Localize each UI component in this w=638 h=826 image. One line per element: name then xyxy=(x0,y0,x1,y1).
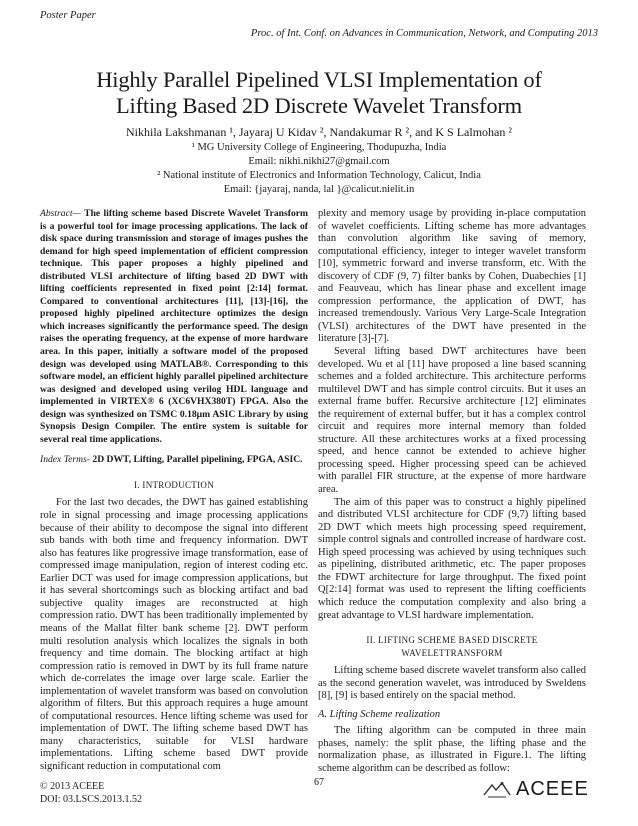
aceee-logo-text: ACEEE xyxy=(516,778,589,800)
email-1: Email: nikhi.nikhi27@gmail.com xyxy=(248,156,390,167)
paper-title-line-1: Highly Parallel Pipelined VLSI Implementation of xyxy=(96,67,542,92)
abstract xyxy=(40,208,308,446)
aceee-logo xyxy=(482,778,589,801)
paper-title-line-2: Lifting Based 2D Discrete Wavelet Transform xyxy=(116,93,522,118)
section-heading-lifting-scheme: II. LIFTING SCHEME BASED DISCRETE WAVELETTRANSFORM xyxy=(366,635,538,658)
section-heading-introduction: I. INTRODUCTION xyxy=(134,479,214,490)
poster-paper-label: Poster Paper xyxy=(40,10,96,21)
right-paragraph-2: Several lifting based DWT architectures have been developed. Wu et al [11] have proposed a line based scanning schemes and a folded architecture. This architecture performs multilevel DWT and has simple control circuits. But it uses an external frame buffer. Recursive architecture [12] eliminates the requirement of external buffer, but it has a complex control circuit and requires more internal memory than folded structure. All these architectures works at a fixed processing speed, and hence cannot be extended to achieve higher processing speed. Higher processing speed can be achieved with parallel FIR structure, at the expense of more hardware area. xyxy=(318,346,586,496)
introduction-paragraph: For the last two decades, the DWT has gained establishing role in signal processing and image processing applications because of their ability to decompose the signal into different sub bands with both time and frequency information. DWT also has features like progressive image transformation, ease of compressed image manipulation, region of interest coding etc. Earlier DCT was used for image compression applications, but it has several shortcomings such as blocking artifact and bad subjective quality images are reconstructed at high compression ratio. DWT has been traditionally implemented by means of the Mallat filter bank scheme [2]. DWT perform multi resolution analysis which localizes the signals in both frequency and time domain. The blocking artifact at high compression ratio is removed in DWT by its full frame nature which de-correlates the image over large scale. Earlier the implementation of wavelet transform was based on convolution algorithm of filters. But this approach requires a huge amount of computational resources. Hence lifting scheme was used for implementation of DWT. The lifting scheme based DWT has many characteristics, suitable for VLSI hardware implementations. Lifting scheme based DWT provide significant reduction in computational com xyxy=(40,497,308,772)
right-paragraph-1: plexity and memory usage by providing in-place computation of wavelet coefficients. Lifting scheme has more advantages than convolution algorithm like saving of memory, computational efficiency, integer to integer wavelet transform [10], symmetric forward and inverse transform, etc. With the discovery of CDF (9, 7) filter banks by Cohen, Duabechies [1] and Feauveau, which has linear phase and excellent image compression performance, the application of DWT, has increased tremendously. Various Very Large-Scale Integration (VLSI) architectures of the DWT have presented in the literature [3]-[7]. xyxy=(318,208,586,345)
right-paragraph-5: The lifting algorithm can be computed in three main phases, namely: the split phase, the lifting phase and the normalization phase, as illustrated in Figure.1. The lifting scheme algorithm can be described as follow: xyxy=(318,725,586,774)
index-terms-text: 2D DWT, Lifting, Parallel pipelining, FPGA, ASIC. xyxy=(90,454,303,466)
left-column xyxy=(40,208,308,774)
affiliation-2: ² National institute of Electronics and Information Technology, Calicut, India xyxy=(157,170,481,181)
email-2: Email: {jayaraj, nanda, lal }@calicut.nielit.in xyxy=(223,184,415,195)
aceee-logo-icon xyxy=(482,781,512,799)
index-terms-label: Index Terms- xyxy=(40,454,91,466)
page-number: 67 xyxy=(314,777,324,788)
index-terms xyxy=(40,454,308,467)
subsection-heading: A. Lifting Scheme realization xyxy=(318,708,441,720)
copyright: © 2013 ACEEE xyxy=(40,781,105,792)
conference-line: Proc. of Int. Conf. on Advances in Communication, Network, and Computing 2013 xyxy=(250,28,598,39)
right-paragraph-4: Lifting scheme based discrete wavelet transform also called as the second generation wavelet, was introduced by Sweldens [8], [9] is based entirely on the spacial method. xyxy=(318,665,586,702)
abstract-label: Abstract— xyxy=(40,208,82,219)
author-list: Nikhila Lakshmanan ¹, Jayaraj U Kidav ², Nandakumar R ², and K S Lalmohan ² xyxy=(126,125,512,139)
affiliation-1: ¹ MG University College of Engineering, Thodupuzha, India xyxy=(191,142,447,153)
right-column xyxy=(318,208,586,776)
right-paragraph-3: The aim of this paper was to construct a highly pipelined and distributed VLSI architecture for CDF (9,7) lifting based 2D DWT which meets high processing speed requirement, simple control signals and controlled increase of hardware cost. High speed processing was achieved by using techniques such as pipelining, distributed arithmetic, etc. The paper proposes the FDWT architecture for large throughput. The fixed point Q[2:14] format was used to represent the lifting coefficients which reduce the computation complexity and also bring a great advantage to VLSI hardware implementation. xyxy=(318,496,586,621)
doi: DOI: 03.LSCS.2013.1.52 xyxy=(40,794,142,805)
abstract-text: The lifting scheme based Discrete Wavelet Transform is a powerful tool for image processing applications. The lack of disk space during transmission and storage of images pushes the demand for high speed implementation of efficient compression technique. This paper proposes a highly pipelined and distributed VLSI architecture of lifting based 2D DWT with lifting coefficients represented in fixed point [2:14] format. Compared to conventional architectures [11], [13]-[16], the proposed highly pipelined architecture optimizes the design which increases significantly the performance speed. The design raises the operating frequency, at the expense of more hardware area. In this paper, initially a software model of the proposed design was developed using MATLAB®. Corresponding to this software model, an efficient highly parallel pipelined architecture was designed and developed using verilog HDL language and implemented in VIRTEX® 6 (XC6VHX380T) FPGA. Also the design was synthesized on TSMC 0.18μm ASIC Library by using Synopsis Design Compiler. The entire system is suitable for several real time applications. xyxy=(40,208,308,445)
